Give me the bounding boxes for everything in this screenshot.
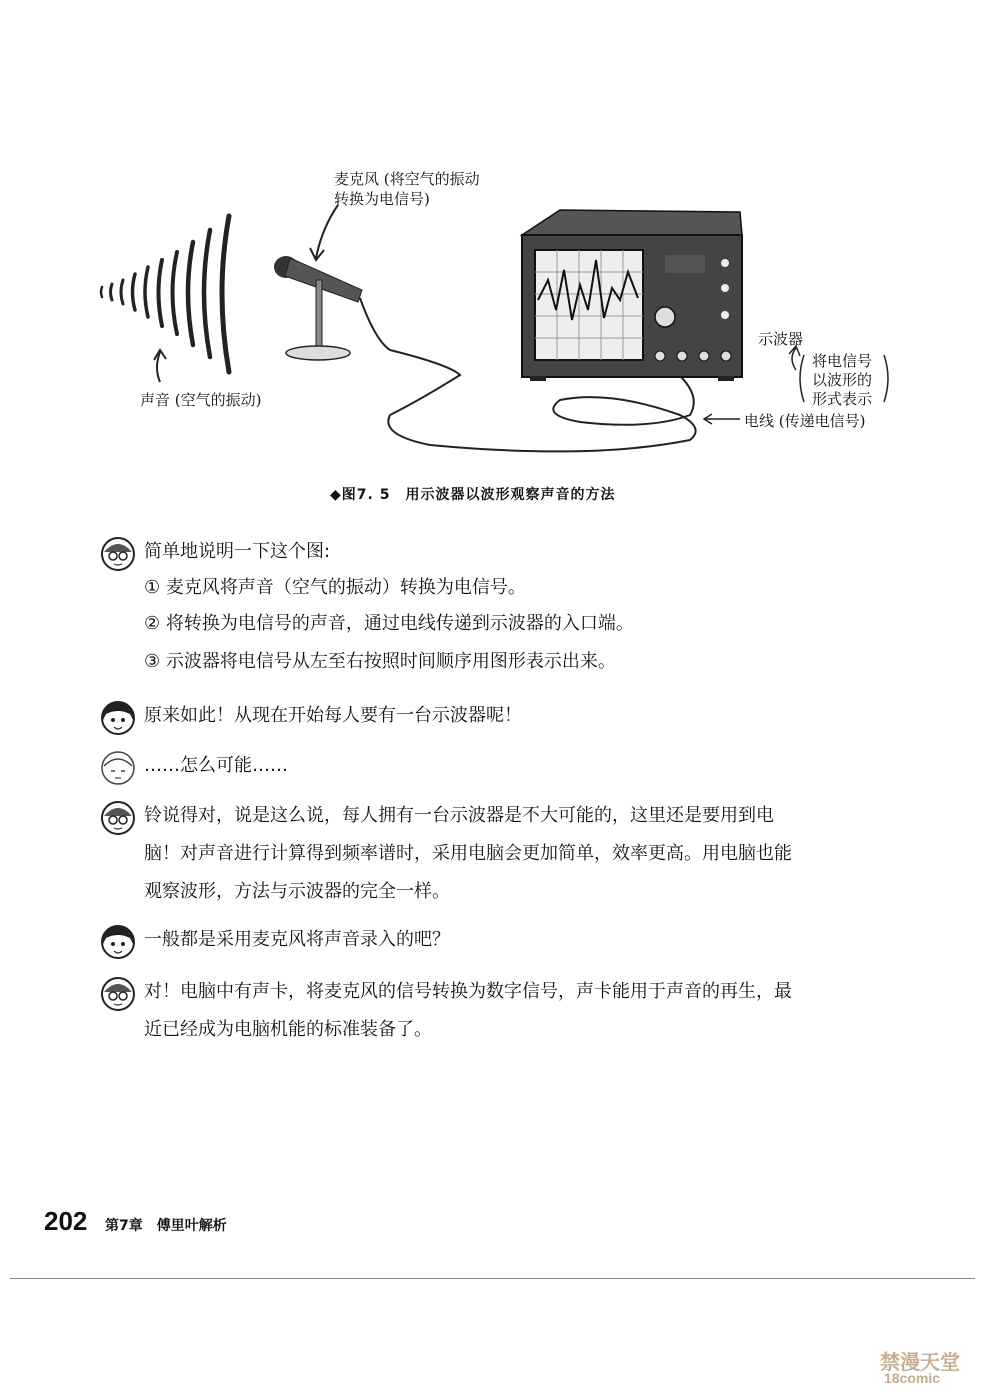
dialogue-line: 对！电脑中有声卡，将麦克风的信号转换为数字信号，声卡能用于声音的再生，最 <box>144 981 792 1002</box>
dialogue-3 <box>100 750 900 786</box>
mic-arrow <box>310 205 338 260</box>
dialogue-4 <box>100 800 900 910</box>
mic-label-line2: 转换为电信号) <box>334 190 430 208</box>
dialogue-line: ……怎么可能…… <box>144 755 288 776</box>
sound-arrow <box>154 350 166 382</box>
step-1: ① 麦克风将声音（空气的振动）转换为电信号。 <box>144 577 526 598</box>
dialogue-6 <box>100 976 900 1048</box>
dialogue-line: 脑！对声音进行计算得到频率谱时，采用电脑会更加简单，效率更高。用电脑也能 <box>144 843 792 864</box>
footer-rule <box>10 1278 975 1279</box>
light-hair-girl-avatar-icon <box>100 750 136 786</box>
dialogue-line: 铃说得对，说是这么说，每人拥有一台示波器是不大可能的，这里还是要用到电 <box>144 805 774 826</box>
step-2: ② 将转换为电信号的声音，通过电线传递到示波器的入口端。 <box>144 613 634 634</box>
mic-label-line1: 麦克风 (将空气的振动 <box>334 170 480 188</box>
step-3: ③ 示波器将电信号从左至右按照时间顺序用图形表示出来。 <box>144 651 616 672</box>
scope-label: 示波器 <box>758 330 804 348</box>
watermark-line1: 禁漫天堂 <box>880 1352 960 1374</box>
dialogue-2 <box>100 700 900 736</box>
glasses-girl-avatar-icon <box>100 976 136 1012</box>
dialogue-5 <box>100 924 900 960</box>
scope-desc-line1: 将电信号 <box>812 352 873 370</box>
dialogue-line: 原来如此！从现在开始每人要有一台示波器呢！ <box>144 705 522 726</box>
dialogue-line: 简单地说明一下这个图: <box>144 541 331 562</box>
dark-hair-girl-avatar-icon <box>100 700 136 736</box>
dialogue-line: 观察波形，方法与示波器的完全一样。 <box>144 881 450 902</box>
chapter-title: 第7章 傅里叶解析 <box>105 1218 227 1234</box>
glasses-girl-avatar-icon <box>100 800 136 836</box>
microphone <box>274 256 362 360</box>
watermark-line2: 18comic <box>884 1370 941 1386</box>
figure <box>90 160 910 470</box>
page-number: 202 <box>44 1206 88 1236</box>
dialogue-line: 一般都是采用麦克风将声音录入的吧？ <box>144 929 450 950</box>
figure-caption: ◆图7. 5 用示波器以波形观察声音的方法 <box>330 487 616 503</box>
glasses-girl-avatar-icon <box>100 536 136 572</box>
dialogue-1 <box>100 536 900 676</box>
sound-label: 声音 (空气的振动) <box>140 391 262 409</box>
sound-waves <box>101 216 229 372</box>
scope-desc-line3: 形式表示 <box>812 390 873 408</box>
dark-hair-girl-avatar-icon <box>100 924 136 960</box>
wire-label: 电线 (传递电信号) <box>744 412 866 430</box>
scope-desc-line2: 以波形的 <box>812 371 873 389</box>
dialogue-line: 近已经成为电脑机能的标准装备了。 <box>144 1019 432 1040</box>
oscilloscope <box>522 210 742 381</box>
